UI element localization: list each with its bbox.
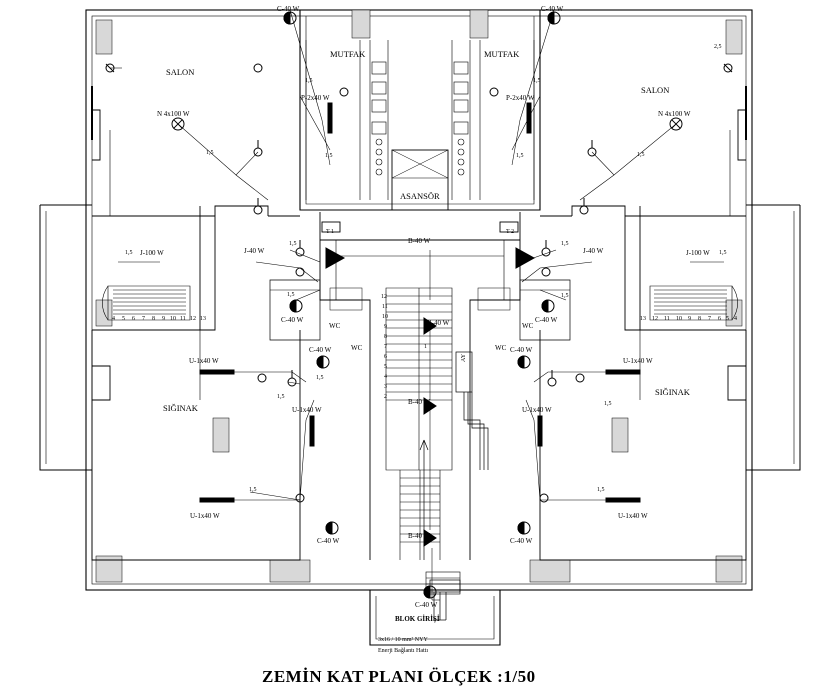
entrance-label: BLOK GİRİŞİ [395, 615, 440, 623]
wire-gauge-label: 1,5 [597, 487, 605, 493]
fixture-label: J-100 W [140, 249, 164, 257]
fixture-label: U-1x40 W [190, 512, 220, 520]
fixture-label: U-1x40 W [623, 357, 653, 365]
supply-note-1: 3x16 / 10 mm² NYY [378, 637, 428, 643]
wire-gauge-label: 1,5 [604, 401, 612, 407]
room-label-salon-left: SALON [166, 67, 195, 77]
room-label-salon-right: SALON [641, 85, 670, 95]
fixture-label: J-40 W [244, 247, 265, 255]
fixture-label: C-40 W [317, 537, 340, 545]
fixture-label: B-40 W [427, 319, 450, 327]
wire-gauge-label: 1,5 [277, 394, 285, 400]
fixture-label: U-1x40 W [292, 406, 322, 414]
wire-gauge-label: 1,5 [287, 292, 295, 298]
room-label-wc-3: WC [522, 322, 534, 330]
fixture-label: U-1x40 W [522, 406, 552, 414]
fixture-label: N 4x100 W [658, 110, 691, 118]
wire-gauge-label: 1,5 [125, 250, 133, 256]
fixture-label: C-40 W [510, 346, 533, 354]
wire-gauge-label: 1,5 [561, 293, 569, 299]
room-label-asansor: ASANSÖR [400, 191, 440, 201]
wire-gauge-label: 1,5 [249, 487, 257, 493]
room-label-mutfak-right: MUTFAK [484, 49, 520, 59]
floor-plan-drawing: SALON MUTFAK MUTFAK SALON ASANSÖR SIĞINAK SIĞINAK WC WC WC WC C-40 W C-40 W 1,5 1,5 P-2x40 W P-2x40 W N 4x100 W N 4x100 W 1,5 1,5 1,5 1,5 1,5 J-100 W J-100 W 1,5 J-40 W J-40 W 1,5 1,5 B-40 W 1,5 1,5 C-40 W C-40 W B-40 W C-40 W C-40 W 1,5 1,5 U-1x40 W U-1x40 W 1,5 U-1x40 W U-1x40 W B-40 W 1,5 1,5 U-1x40 W U-1x40 W C-40 W C-40 W B-40 W C-40 W 2,5 AY T 1 T 2 4 5 6 7 8 9 10 11 12 13 13 12 11 10 9 8 7 6 5 4 12 11 10 9 8 7 6 5 4 3 2 1 BLOK GİRİŞİ 3x16 / 10 mm² NYY Enerji Bağlantı Hattı ZEMİN KAT PLANI ÖLÇEK :1/50 [0, 0, 840, 698]
wire-gauge-label: 1,5 [316, 375, 324, 381]
wire-gauge-label: 1,5 [325, 153, 333, 159]
room-label-wc-4: WC [495, 344, 507, 352]
fixture-label: P-2x40 W [506, 94, 535, 102]
fixture-label: C-40 W [281, 316, 304, 324]
fixture-label: J-100 W [686, 249, 710, 257]
fixture-label: B-40 W [408, 237, 431, 245]
room-label-siginak-right: SIĞINAK [655, 387, 690, 397]
supply-note-2: Enerji Bağlantı Hattı [378, 648, 428, 654]
fixture-label: B-40 W [408, 532, 431, 540]
wire-gauge-label: 1,5 [719, 250, 727, 256]
riser-label: AY [461, 353, 467, 362]
wire-gauge-label: 1,5 [637, 152, 645, 158]
room-label-wc-2: WC [351, 344, 363, 352]
fixture-label: P-2x40 W [301, 94, 330, 102]
wire-gauge-label: 1,5 [533, 78, 541, 84]
fixture-label: C-40 W [510, 537, 533, 545]
fixture-label: B-40 W [408, 398, 431, 406]
wire-gauge-label: 1,5 [305, 78, 313, 84]
panel-label-t1: T 1 [326, 229, 335, 235]
fixture-label: C-40 W [415, 601, 438, 609]
fixture-label: C-40 W [541, 5, 564, 13]
room-label-siginak-left: SIĞINAK [163, 403, 198, 413]
fixture-label: C-40 W [309, 346, 332, 354]
fixture-label: C-40 W [277, 5, 300, 13]
fixture-label: U-1x40 W [189, 357, 219, 365]
room-label-wc-1: WC [329, 322, 341, 330]
wire-gauge-label: 1,5 [561, 241, 569, 247]
fixture-label: C-40 W [535, 316, 558, 324]
fixture-label: U-1x40 W [618, 512, 648, 520]
fixture-label: J-40 W [583, 247, 604, 255]
wire-gauge-label: 1,5 [289, 241, 297, 247]
wire-gauge-label: 2,5 [714, 44, 722, 50]
fixture-label: N 4x100 W [157, 110, 190, 118]
wire-gauge-label: 1,5 [516, 153, 524, 159]
wire-gauge-label: 1,5 [206, 150, 214, 156]
panel-label-t2: T 2 [506, 229, 515, 235]
room-label-mutfak-left: MUTFAK [330, 49, 366, 59]
drawing-title: ZEMİN KAT PLANI ÖLÇEK :1/50 [262, 667, 536, 686]
